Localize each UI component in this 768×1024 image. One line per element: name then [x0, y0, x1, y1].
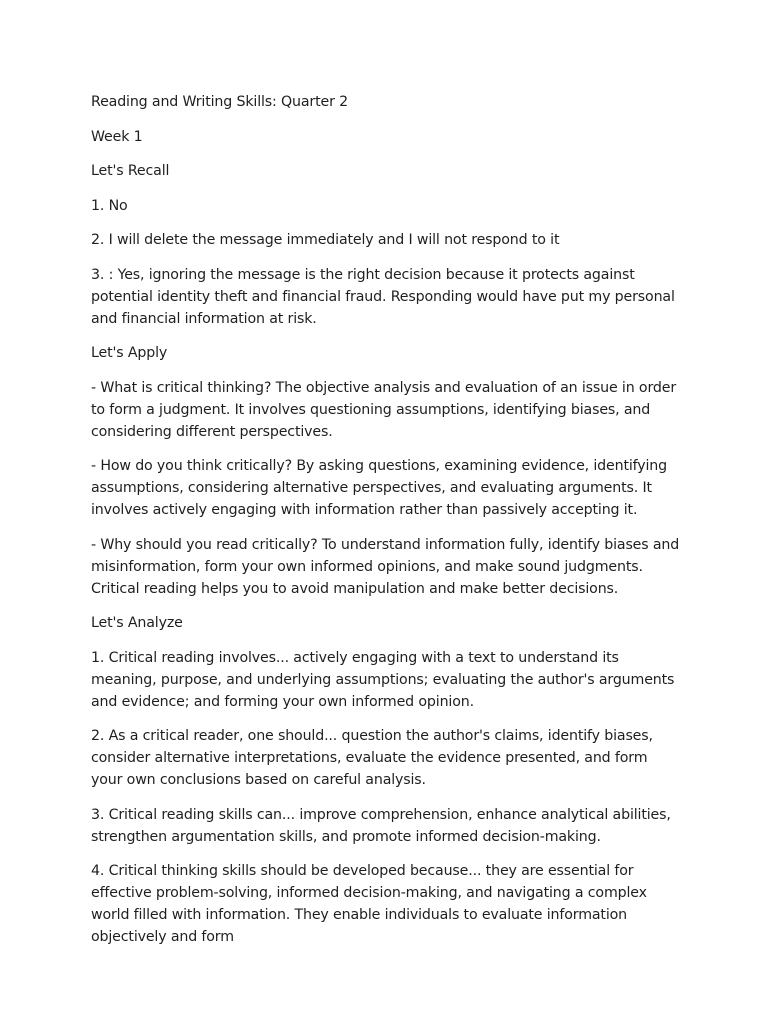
- apply-answer-1: - What is critical thinking? The objective analysis and evaluation of an issue in order to form a judgment. It involves questioning assumptions, identifying biases, and considering different perspectives.: [91, 379, 677, 440]
- document-body: [91, 91, 681, 961]
- apply-answer-2: - How do you think critically? By asking questions, examining evidence, identifying assumptions, considering alternative perspectives, and evaluating arguments. It involves actively engaging with information rather than passively accepting it.: [91, 458, 667, 518]
- document-title: Reading and Writing Skills: Quarter 2: [91, 94, 349, 110]
- analyze-answer-4: 4. Critical thinking skills should be developed because... they are essential for effective problem-solving, informed decision-making, and navigating a complex world filled with information. They enable individuals to evaluate information objectively and form: [91, 863, 647, 945]
- recall-answer-2: 2. I will delete the message immediately and I will not respond to it: [91, 232, 560, 248]
- analyze-answer-1: 1. Critical reading involves... actively engaging with a text to understand its meaning, purpose, and underlying assumptions; evaluating the author's arguments and evidence; and forming your own informed opinion.: [91, 649, 675, 710]
- section-heading-recall: Let's Recall: [91, 163, 170, 179]
- analyze-answer-3: 3. Critical reading skills can... improve comprehension, enhance analytical abilities, strengthen argumentation skills, and promote informed decision-making.: [91, 806, 671, 845]
- section-heading-analyze: Let's Analyze: [91, 615, 183, 631]
- analyze-answer-2: 2. As a critical reader, one should... question the author's claims, identify biases, consider alternative interpretations, evaluate the evidence presented, and form your own conclusions based on careful analysis.: [91, 728, 653, 788]
- apply-answer-3: - Why should you read critically? To understand information fully, identify biases and misinformation, form your own informed opinions, and make sound judgments. Critical reading helps you to avoid manipulation and make better decisions.: [91, 536, 680, 597]
- section-heading-apply: Let's Apply: [91, 345, 168, 361]
- week-label: Week 1: [91, 128, 143, 145]
- recall-answer-3: 3. : Yes, ignoring the message is the right decision because it protects against potential identity theft and financial fraud. Responding would have put my personal and financial information at risk.: [91, 266, 675, 327]
- recall-answer-1: 1. No: [91, 197, 128, 214]
